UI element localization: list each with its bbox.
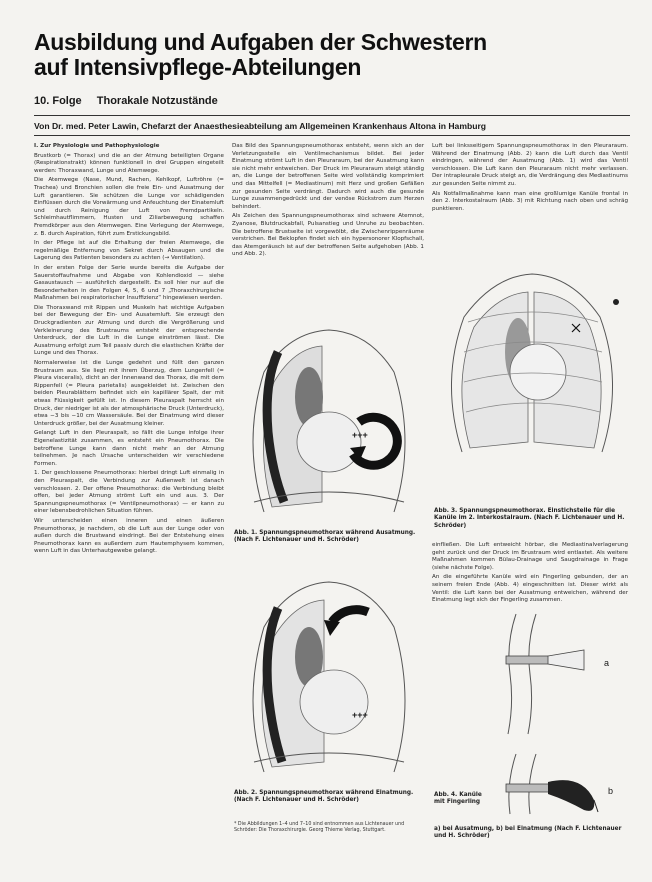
paragraph: In der Pflege ist auf die Erhaltung der freien Atemwege, die regelmäßige Entfernung von Sekret durch Absaugen und die Lagerung des Patienten besonders zu achten (→ Ventilation). bbox=[34, 240, 224, 262]
text-column-3-continued bbox=[432, 542, 628, 604]
figure-4-label: Abb. 4. Kanüle mit Fingerling bbox=[434, 792, 482, 806]
paragraph: Gelangt Luft in den Pleuraspalt, so fällt die Lunge infolge ihrer Eigenelastizität zusammen, es entsteht ein Pneumothorax. Die betroffene Lunge kann dann nicht mehr an der Atmung teilnehmen. Je nach Ursache unterscheiden wir verschiedene Formen. bbox=[34, 430, 224, 467]
paragraph: Die Atemwege (Nase, Mund, Rachen, Kehlkopf, Luftröhre (= Trachea) und Bronchien sollen die freie Ein- und Ausatmung der Luft garantieren. Sie schützen die Lunge vor schädigenden Einflüssen durch die Vorwärmung und Anfeuchtung der Einatemluft und durch Reinigung der Luft von Fremdpartikeln. Schleimhautflimmern, Husten und Ziliarbewegung schaffen Fremdkörper aus den Atemwegen. Eine Verlegung der Atemwege, z. B. durch Aspiration, führt zum Erstickungsbild. bbox=[34, 177, 224, 237]
figure-4-mark-a: a bbox=[604, 658, 610, 668]
paragraph: In der ersten Folge der Serie wurde bereits die Aufgabe der Sauerstoffaufnahme und Abgabe von Kohlendioxid — siehe Gasaustausch — ausführlich dargestellt. Es soll hier nur auf die Besonderheiten in den Folgen 4, 5, 6 und 7 „Thoraxchirurgische Maßnahmen bei respiratorischer Insuffizienz“ hingewiesen werden. bbox=[34, 264, 224, 302]
paragraph: Normalerweise ist die Lunge gedehnt und füllt den ganzen Brustraum aus. Sie liegt mit ihrem Überzug, dem Lungenfell (= Pleura visceralis), dicht an der Innenwand des Thorax, die mit dem Rippenfell (= Pleura parietalis) ausgekleidet ist. Zwischen den beiden Pleurablättern befindet sich ein kapillärer Spalt, der mit etwas Flüssigkeit gefüllt ist. In diesem Pleuraspalt herrscht ein Druck, der niedriger ist als der atmosphärische Druck (Unterdruck), etwa −3 bis −10 cm Wassersäule. Bei der Einatmung wird dieser Unterdruck größer, bei der Ausatmung kleiner. bbox=[34, 360, 224, 427]
title-line-2: auf Intensivpflege-Abteilungen bbox=[34, 54, 362, 80]
footnote: * Die Abbildungen 1–4 und 7–10 sind entnommen aus Lichtenauer und Schröder: Die Thoraxchirurgie. Georg Thieme Verlag, Stuttgart. bbox=[234, 822, 405, 833]
paragraph: Luft bei linksseitigem Spannungspneumothorax in den Pleuraraum. Während der Einatmung (Abb. 2) kann die Luft durch das Ventil eindringen, während der Ausatmung (Abb. 1) wird das Ventil verschlossen. Die Luft kann den Pleuraraum nicht mehr verlassen. Der intrapleurale Druck steigt an, die Verdrängung des Mediastinums zur gesunden Seite nimmt zu. bbox=[432, 143, 628, 187]
text-column-2 bbox=[232, 143, 424, 303]
series-topic: Thorakale Notzustände bbox=[96, 95, 218, 107]
figure-4-caption: a) bei Ausatmung, b) bei Einatmung (Nach F. Lichtenauer und H. Schröder) bbox=[434, 826, 622, 840]
paragraph: Die Thoraxwand mit Rippen und Muskeln hat wichtige Aufgaben bei der Bewegung der Ein- und Ausatemluft. Sie erzeugt den Druckgradienten zur Atmung und durch die Vergrößerung und Verkleinerung des Brustraums entsteht der entsprechende Unterdruck, der die Luft in die Lunge einströmen lässt. Die Ausatmung erfolgt zum Teil passiv durch die elastischen Kräfte der Lunge und des Thorax. bbox=[34, 304, 224, 357]
paragraph: Als Zeichen des Spannungspneumothorax sind schwere Atemnot, Zyanose, Blutdruckabfall, Pulsanstieg und Unruhe zu beobachten. Die betroffene Brustseite ist vorgewölbt, die Zwischenrippenräume verstrichen. Bei Beklopfen findet sich ein hypersonorer Klopfschall, das Atemgeräusch ist auf der betroffenen Seite aufgehoben (Abb. 1 und Abb. 2). bbox=[232, 213, 424, 258]
thorax-puncture-diagram-icon bbox=[434, 262, 630, 462]
pressure-plus-label-2: +++ bbox=[352, 710, 368, 720]
figure-4 bbox=[486, 604, 630, 834]
section-heading: I. Zur Physiologie und Pathophysiologie bbox=[34, 143, 160, 149]
series-number: 10. Folge bbox=[34, 95, 82, 107]
cannula-with-finger-cot-icon bbox=[486, 604, 630, 834]
paragraph: einfließen. Die Luft entweicht hörbar, die Mediastinalverlagerung geht zurück und der Druck im Brustraum wird entlastet. Als weitere Maßnahmen kommen Bülau-Drainage und Saugdrainage in Frage (siehe nächste Folge). bbox=[432, 542, 628, 571]
paragraph: 1. Der geschlossene Pneumothorax: hierbei dringt Luft einmalig in den Pleuraspalt, die Verbindung zur Außenwelt ist danach verschlossen. 2. Der offene Pneumothorax: die Verbindung bleibt offen, bei jeder Atmung strömt Luft ein und aus. 3. Der Spannungspneumothorax (= Ventilpneumothorax) — er kann zu einer lebensbedrohlichen Situation führen. bbox=[34, 470, 224, 515]
pressure-plus-label: +++ bbox=[352, 430, 368, 440]
paragraph: Das Bild des Spannungspneumothorax entsteht, wenn sich an der Verletzungsstelle ein Ventilmechanismus bildet. Bei jeder Einatmung strömt Luft in den Pleuraraum, bei der Ausatmung kann sie nicht mehr entweichen. Der Druck im Pleuraraum steigt ständig an, die Lunge der betroffenen Seite wird vollständig komprimiert und das Mittelfell (= Mediastinum) mit Herz und großen Gefäßen zur gesunden Seite verdrängt. Dadurch wird auch die gesunde Lunge zusammengedrückt und der venöse Rückstrom zum Herzen behindert. bbox=[232, 143, 424, 210]
author-line: Von Dr. med. Peter Lawin, Chefarzt der Anaesthesieabteilung am Allgemeinen Krankenhaus Altona in Hamburg bbox=[34, 121, 487, 131]
paragraph: Wir unterscheiden einen inneren und einen äußeren Pneumothorax, je nachdem, ob die Luft aus der Lunge oder von außen durch die Brustwand eindringt. Bei der Entstehung eines Pneumothorax kann es außerdem zum Hautemphysem kommen, wenn Luft in das Unterhautgewebe gelangt. bbox=[34, 517, 224, 555]
author-rule bbox=[34, 135, 630, 136]
figure-1 bbox=[234, 312, 424, 527]
figure-3-caption: Abb. 3. Spannungspneumothorax. Einstichstelle für die Kanüle im 2. Interkostalraum. (Nach F. Lichtenauer und H. Schröder) bbox=[434, 508, 625, 529]
text-column-3 bbox=[432, 143, 628, 263]
figure-1-caption: Abb. 1. Spannungspneumothorax während Ausatmung. (Nach F. Lichtenauer und H. Schröder) bbox=[234, 530, 416, 544]
lung-diagram-inhale-icon bbox=[234, 562, 424, 787]
figure-4-mark-b: b bbox=[608, 786, 614, 796]
paragraph: Als Notfallmaßnahme kann man eine großlumige Kanüle frontal in den 2. Interkostalraum (Abb. 3) mit Richtung nach oben und schräg punktieren. bbox=[432, 190, 628, 212]
figure-3 bbox=[434, 262, 630, 462]
series-line bbox=[34, 95, 218, 107]
paragraph: An die eingeführte Kanüle wird ein Fingerling gebunden, der an seinem freien Ende (Abb. 4) eingeschnitten ist. Dieser wirkt als Ventil: die Luft kann bei der Ausatmung entweichen, während der Einatmung legt sich der Fingerling zusammen. bbox=[432, 574, 628, 604]
title-line-1: Ausbildung und Aufgaben der Schwestern bbox=[34, 29, 487, 55]
header-rule bbox=[34, 115, 630, 116]
figure-2-caption: Abb. 2. Spannungspneumothorax während Einatmung. (Nach F. Lichtenauer und H. Schröder) bbox=[234, 790, 414, 804]
text-column-1 bbox=[34, 143, 224, 871]
figure-2 bbox=[234, 562, 424, 787]
paragraph: Brustkorb (= Thorax) und die an der Atmung beteiligten Organe (Respirationstrakt) können funktionell in drei Gruppen eingeteilt werden: Thoraxwand, Lunge und Atemwege. bbox=[34, 152, 224, 174]
lung-diagram-exhale-icon bbox=[234, 312, 424, 527]
article-title bbox=[34, 30, 634, 80]
